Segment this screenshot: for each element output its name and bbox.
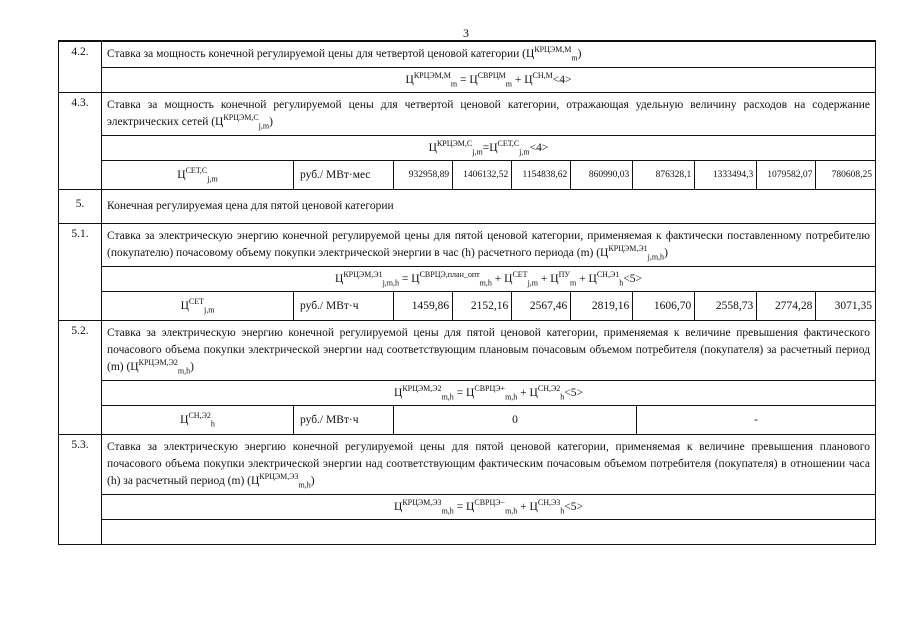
values-row [102,292,875,320]
item-number: 5.3. [59,435,102,545]
empty-cell [102,520,876,545]
value-cell: 932958,89 [394,161,453,189]
row-5-1-values [59,292,876,321]
symbol: $Ц^{СН,Э2}_h$ [180,411,215,429]
value-cell: 0 [394,406,637,434]
row-4-2-title [59,42,876,68]
value-cell: 860990,03 [571,161,633,189]
row-4-3-title [59,93,876,136]
unit: руб./ МВт·мес [294,161,394,189]
item-number: 4.3. [59,93,102,190]
row-5-3-blank [59,520,876,545]
unit: руб./ МВт·ч [294,406,394,434]
item-title: Ставка за мощность конечной регулируемой цены для четвертой ценовой категории, отражающая удельную величину расходов на содержание электрических сетей $(Ц^{КРЦЭМ,С}_{j,m})$ [102,93,876,136]
row-4-3-values [59,161,876,190]
value-cell: 1154838,62 [512,161,571,189]
item-title: Ставка за мощность конечной регулируемой цены для четвертой ценовой категории $(Ц^{КРЦЭМ,М}_m)$ [102,42,876,68]
row-5-2-title [59,321,876,381]
value-cell: 2558,73 [695,292,757,320]
row-4-2-formula [59,68,876,93]
item-number: 5. [59,190,102,224]
formula: $Ц^{КРЦЭМ,Э1}_{j,m,h} = Ц^{СВРЦЭ,план\_опт}_{m,h} + Ц^{СЕТ}_{j,m} + Ц^{ПУ}_m + Ц^{СН,Э1}_h<5>$ [102,267,876,292]
item-title: Ставка за электрическую энергию конечной регулируемой цены для пятой ценовой категории, применяемая к величине превышения планового почасового объема покупки электрической энергии над соответствующим фактическим почасовым объемом потребителя (покупателя) в отношении часа (h) за расчетный период (m) $(Ц^{КРЦЭМ,Э3}_{m,h})$ [102,435,876,495]
symbol: $Ц^{СЕТ}_{j,m}$ [180,297,215,315]
formula: $Ц^{КРЦЭМ,С}_{j,m}=Ц^{СЕТ,С}_{j,m}<4>$ [102,136,876,161]
value-cell: 2819,16 [571,292,633,320]
values-row [102,406,875,434]
symbol: $Ц^{СЕТ,С}_{j,m}$ [177,166,218,184]
item-title: Конечная регулируемая цена для пятой ценовой категории [102,190,876,224]
formula: $Ц^{КРЦЭМ,Э3}_{m,h} = Ц^{СВРЦЭ-}_{m,h} + Ц^{СН,Э3}_h<5>$ [102,495,876,520]
row-5-3-formula [59,495,876,520]
unit: руб./ МВт·ч [294,292,394,320]
item-number: 4.2. [59,42,102,93]
value-cell: 2567,46 [512,292,571,320]
row-5-3-title [59,435,876,495]
row-5-1-title [59,224,876,267]
item-number: 5.2. [59,321,102,435]
value-cell: 876328,1 [633,161,695,189]
value-cell: 2152,16 [453,292,512,320]
formula: $Ц^{КРЦЭМ,Э2}_{m,h} = Ц^{СВРЦЭ+}_{m,h} + Ц^{СН,Э2}_h<5>$ [102,381,876,406]
value-cell: 1079582,07 [757,161,816,189]
value-cell: 2774,28 [757,292,816,320]
values-row [102,161,875,189]
tariff-table [58,41,876,545]
value-cell: 1406132,52 [453,161,512,189]
value-cell: - [637,406,876,434]
item-number: 5.1. [59,224,102,321]
value-cell: 1333494,3 [695,161,757,189]
formula: $Ц^{КРЦЭМ,М}_m = Ц^{СВРЦМ}_m + Ц^{СН,М}<4>$ [102,68,876,93]
value-cell: 1606,70 [633,292,695,320]
row-4-3-formula [59,136,876,161]
value-cell: 1459,86 [394,292,453,320]
value-cell: 780608,25 [816,161,875,189]
row-5-2-formula [59,381,876,406]
row-5-1-formula [59,267,876,292]
item-title: Ставка за электрическую энергию конечной регулируемой цены для пятой ценовой категории, применяемая к величине превышения фактического почасового объема покупки электрической энергии над соответствующим плановым почасовым объемом потребителя (покупателя) за расчетный период (m) $(Ц^{КРЦЭМ,Э2}_{m,h})$ [102,321,876,381]
value-cell: 3071,35 [816,292,875,320]
page-number: 3 [463,26,469,40]
row-5-2-values [59,406,876,435]
row-5-title [59,190,876,224]
item-title: Ставка за электрическую энергию конечной регулируемой цены для пятой ценовой категории, применяемая к фактически поставленному потребителю (покупателю) почасовому объему покупки электрической энергии в час (h) расчетного периода (m) $(Ц^{КРЦЭМ,Э1}_{j,m,h})$ [102,224,876,267]
